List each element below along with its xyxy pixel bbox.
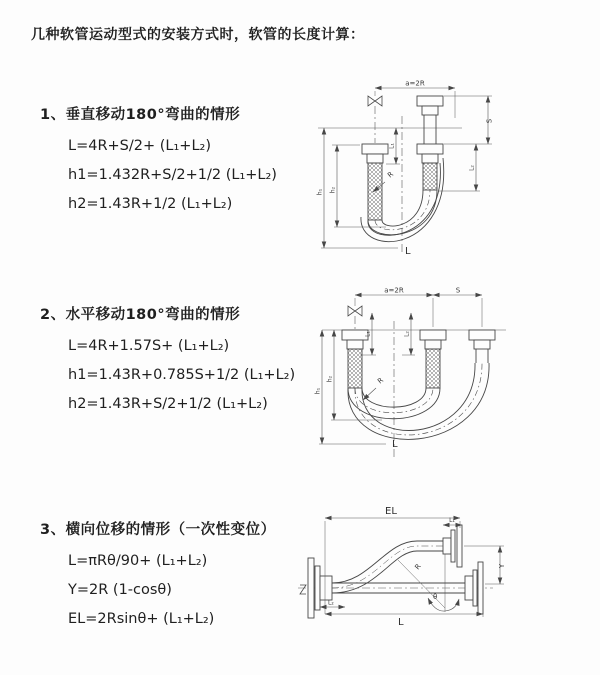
- section-1-heading: 1、垂直移动180°弯曲的情形: [40, 107, 241, 123]
- top-flange-end-moved: [443, 525, 462, 567]
- middle-hose-end: [420, 330, 446, 388]
- section-vertical-180: [40, 103, 277, 212]
- angle-label: θ: [433, 593, 438, 601]
- axis-break-mark: [300, 585, 306, 594]
- valve-icon: [348, 306, 362, 316]
- dimension-lines: [319, 295, 482, 444]
- left-hose-end: [342, 330, 368, 388]
- section-1-formula-L: L=4R+S/2+ (L₁+L₂): [68, 138, 211, 154]
- dim-label-s: S: [485, 118, 494, 124]
- dimension-lines: [321, 88, 492, 248]
- dim-label-l2: L₂: [468, 165, 476, 171]
- dim-label-l1: L₁: [364, 331, 372, 337]
- s-curve-hose-displaced: [332, 541, 443, 593]
- length-label: L: [392, 439, 398, 450]
- dim-label-l2: L₂: [328, 599, 334, 607]
- section-2-formula-h2: h2=1.43R+S/2+1/2 (L₁+L₂): [68, 396, 268, 412]
- right-hose-end-moved: [469, 330, 495, 363]
- dim-label-a2r: a=2R: [384, 286, 404, 295]
- hose-u-bend-curves: [348, 363, 489, 439]
- left-hose-end: [362, 144, 388, 220]
- section-1-formula-h1: h1=1.432R+S/2+1/2 (L₁+L₂): [68, 167, 277, 183]
- dim-label-y: Y: [498, 563, 506, 569]
- length-label: L: [398, 617, 404, 628]
- diagram-vertical-180-bend: [310, 70, 600, 265]
- dim-label-h2: h₂: [329, 186, 337, 194]
- section-3-formula-Y: Y=2R (1-cosθ): [68, 582, 172, 598]
- dim-label-h1: h₁: [316, 188, 324, 196]
- valve-icon: [368, 96, 382, 106]
- left-flange-end: [308, 558, 332, 618]
- section-lateral-displacement: [40, 518, 276, 627]
- diagram-lateral-displacement: [295, 500, 600, 635]
- section-2-heading: 2、水平移动180°弯曲的情形: [40, 307, 241, 323]
- section-3-formula-L: L=πRθ/90+ (L₁+L₂): [68, 553, 208, 569]
- dim-label-s: S: [455, 286, 461, 295]
- section-1-formula-h2: h2=1.43R+1/2 (L₁+L₂): [68, 196, 233, 212]
- section-2-formula-h1: h1=1.43R+0.785S+1/2 (L₁+L₂): [68, 367, 296, 383]
- dim-label-l1: L₁: [388, 143, 396, 149]
- right-hose-end: [417, 96, 443, 190]
- section-2-formula-L: L=4R+1.57S+ (L₁+L₂): [68, 338, 230, 354]
- length-label: L: [405, 246, 411, 257]
- radius-label: R: [386, 170, 396, 180]
- section-3-formula-EL: EL=2Rsinθ+ (L₁+L₂): [68, 611, 215, 627]
- section-3-heading: 3、横向位移的情形（一次性变位）: [40, 522, 276, 538]
- dim-label-l1: L₁: [449, 517, 455, 524]
- diagram-horizontal-180-bend: [310, 283, 600, 473]
- dim-label-l2: L₂: [403, 331, 411, 337]
- dim-label-h1: h₁: [314, 387, 322, 395]
- dim-label-el: EL: [385, 506, 397, 517]
- right-flange-end: [465, 562, 483, 614]
- dim-label-h2: h₂: [326, 375, 334, 383]
- page-title: 几种软管运动型式的安装方式时，软管的长度计算：: [31, 27, 365, 43]
- section-horizontal-180: [40, 303, 295, 412]
- dim-label-a2r: a=2R: [405, 79, 425, 88]
- radius-label: R: [413, 562, 423, 572]
- radius-label: R: [376, 376, 386, 386]
